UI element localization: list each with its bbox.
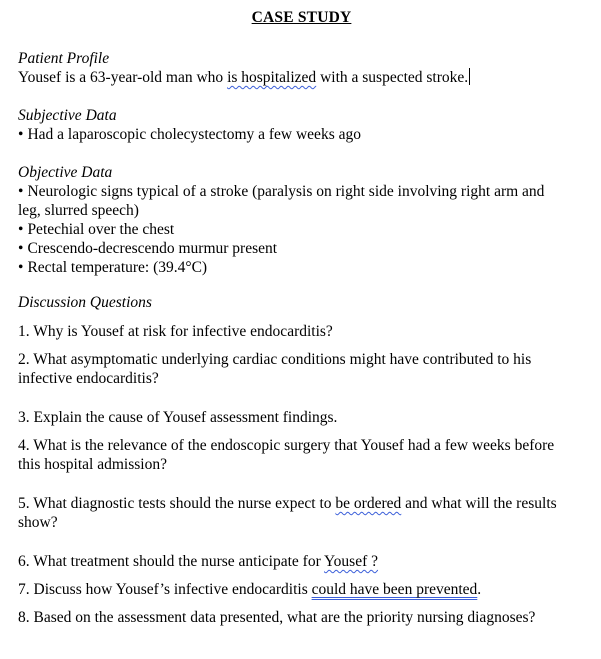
objective-data-section <box>18 163 585 277</box>
patient-profile-section <box>18 49 585 87</box>
question-7-part1: 7. Discuss how Yousef’s infective endocarditis <box>18 581 312 598</box>
grammar-flag-yousef[interactable]: Yousef ? <box>324 553 379 570</box>
objective-data-list <box>18 182 585 277</box>
patient-profile-text[interactable] <box>18 68 585 87</box>
question-6-part1: 6. What treatment should the nurse anticipate for <box>18 553 325 570</box>
question-8: 8. Based on the assessment data presented, what are the priority nursing diagnoses? <box>18 609 536 626</box>
list-item: • Petechial over the chest <box>18 220 585 239</box>
question-5-part1: 5. What diagnostic tests should the nurse expect to <box>18 495 336 512</box>
list-item: • Neurologic signs typical of a stroke (paralysis on right side involving right arm and leg, slurred speech) <box>18 182 585 220</box>
grammar-flag-be-ordered[interactable]: be ordered <box>335 495 402 512</box>
question-5 <box>18 494 585 532</box>
question-7-part2: . <box>477 581 482 598</box>
patient-profile-text-part2: with a suspected stroke. <box>316 69 469 86</box>
subjective-data-list <box>18 125 585 144</box>
question-4: 4. What is the relevance of the endoscopic surgery that Yousef had a few weeks before this hospital admission? <box>18 437 555 473</box>
document-title: CASE STUDY <box>251 9 352 26</box>
discussion-questions-heading: Discussion Questions <box>18 294 152 311</box>
list-item: • Crescendo-decrescendo murmur present <box>18 239 585 258</box>
subjective-data-heading: Subjective Data <box>18 107 117 124</box>
grammar-flag-is-hospitalized[interactable]: is hospitalized <box>227 69 317 86</box>
question-2: 2. What asymptomatic underlying cardiac conditions might have contributed to his infective endocarditis? <box>18 351 532 387</box>
discussion-questions-section <box>18 293 585 627</box>
grammar-flag-could-have-been-prevented[interactable]: could have been prevented <box>311 581 478 598</box>
question-6 <box>18 552 585 571</box>
question-7 <box>18 580 585 599</box>
question-3: 3. Explain the cause of Yousef assessment findings. <box>18 409 338 426</box>
objective-data-heading: Objective Data <box>18 164 113 181</box>
list-item: • Rectal temperature: (39.4°C) <box>18 258 585 277</box>
question-1: 1. Why is Yousef at risk for infective endocarditis? <box>18 323 333 340</box>
subjective-data-section <box>18 106 585 144</box>
patient-profile-text-part1: Yousef is a 63-year-old man who <box>18 69 228 86</box>
text-cursor <box>469 68 470 85</box>
patient-profile-heading: Patient Profile <box>18 50 110 67</box>
list-item: • Had a laparoscopic cholecystectomy a few weeks ago <box>18 125 585 144</box>
question-5-part2: and what will the results show? <box>18 495 557 531</box>
